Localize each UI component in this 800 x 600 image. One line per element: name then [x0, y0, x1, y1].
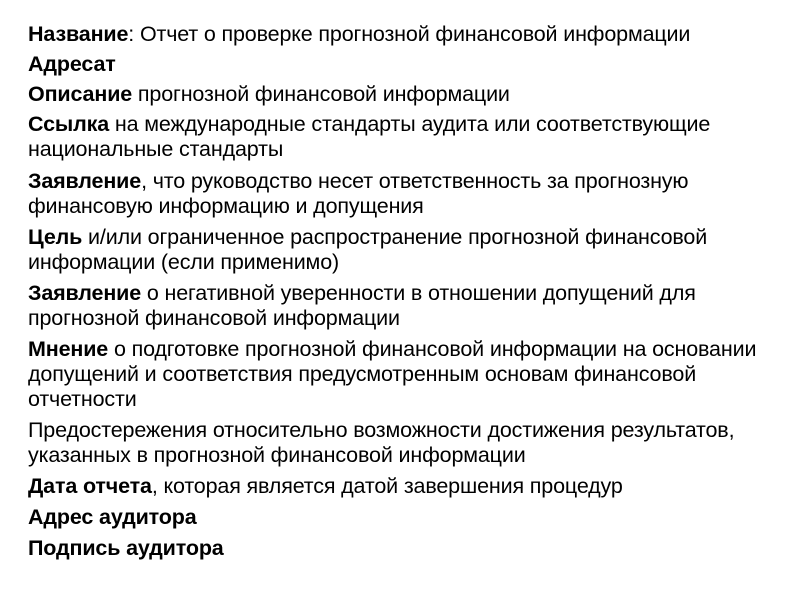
item-term: Дата отчета	[28, 474, 152, 498]
list-item-reference	[28, 112, 788, 162]
list-item-opinion	[28, 337, 788, 412]
item-text: о негативной уверенности в отношении допущений для прогнозной финансовой информации	[28, 281, 696, 330]
list-item-auditor-signature	[28, 536, 788, 561]
list-item-purpose	[28, 225, 788, 275]
list-item-negative-assurance	[28, 281, 788, 331]
report-elements-list	[28, 22, 788, 561]
item-text: на международные стандарты аудита или соответствующие национальные стандарты	[28, 112, 711, 161]
item-term: Описание	[28, 82, 133, 106]
list-item-description	[28, 82, 788, 107]
list-item-title	[28, 22, 788, 47]
list-item-caveats	[28, 418, 788, 468]
item-text: Предостережения относительно возможности достижения результатов, указанных в прогнозной финансовой информации	[28, 418, 735, 467]
item-text: : Отчет о проверке прогнозной финансовой информации	[128, 22, 691, 46]
list-item-addressee	[28, 52, 788, 77]
item-text: , которая является датой завершения процедур	[151, 474, 623, 498]
item-term: Мнение	[28, 337, 109, 361]
item-term: Цель	[28, 225, 83, 249]
list-item-report-date	[28, 474, 788, 499]
item-term: Название	[28, 22, 129, 46]
item-term: Заявление	[28, 281, 142, 305]
item-term: Подпись аудитора	[28, 536, 224, 560]
item-text: прогнозной финансовой информации	[132, 82, 510, 106]
item-text: о подготовке прогнозной финансовой информации на основании допущений и соответствия предусмотренным основам финансовой отчетности	[28, 337, 757, 411]
list-item-auditor-address	[28, 505, 788, 530]
item-text: , что руководство несет ответственность за прогнозную финансовую информацию и допущения	[28, 169, 689, 218]
item-term: Адрес аудитора	[28, 505, 197, 529]
item-term: Заявление	[28, 169, 142, 193]
list-item-management-statement	[28, 169, 788, 219]
item-term: Ссылка	[28, 112, 110, 136]
item-term: Адресат	[28, 52, 116, 76]
item-text: и/или ограниченное распространение прогнозной финансовой информации (если применимо)	[28, 225, 708, 274]
